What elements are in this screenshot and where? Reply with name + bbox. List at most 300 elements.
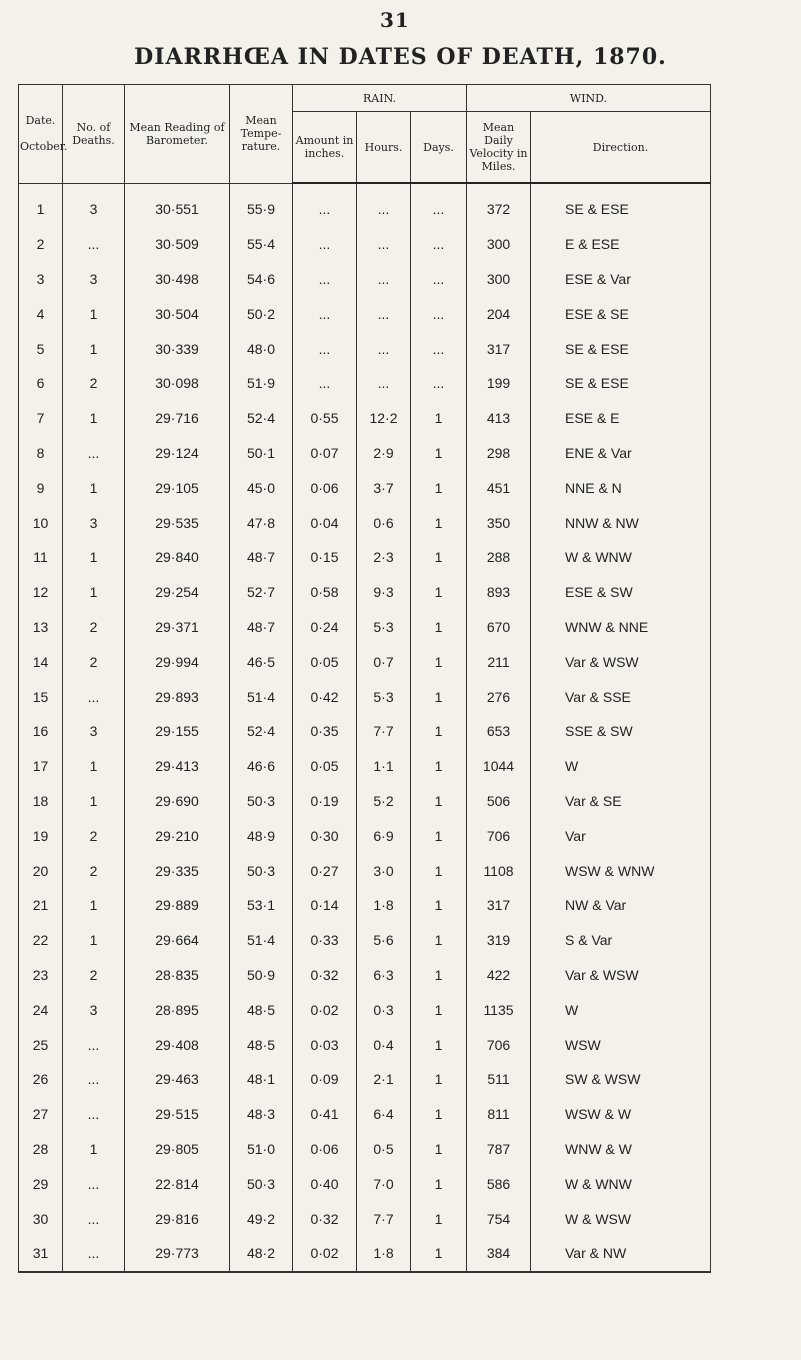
rain-days-cell: 1 — [411, 540, 467, 575]
barometer-cell: 29·210 — [125, 818, 230, 853]
rain-amount-cell: 0·27 — [293, 853, 357, 888]
deaths-cell: 1 — [63, 784, 125, 819]
rain-days-cell: 1 — [411, 679, 467, 714]
rain-amount-cell: ... — [293, 331, 357, 366]
barometer-cell: 29·690 — [125, 784, 230, 819]
barometer-cell: 29·805 — [125, 1132, 230, 1167]
deaths-cell: 2 — [63, 958, 125, 993]
wind-velocity-cell: 706 — [467, 1027, 531, 1062]
deaths-cell: 1 — [63, 1132, 125, 1167]
barometer-cell: 30·098 — [125, 366, 230, 401]
date-cell: 19 — [19, 818, 63, 853]
rain-days-cell: ... — [411, 366, 467, 401]
deaths-cell: 1 — [63, 401, 125, 436]
deaths-cell: ... — [63, 679, 125, 714]
wind-direction-cell: W & WNW — [531, 540, 711, 575]
wind-velocity-cell: 787 — [467, 1132, 531, 1167]
rain-amount-cell: 0·04 — [293, 505, 357, 540]
wind-direction-cell: Var & WSW — [531, 958, 711, 993]
wind-direction-cell: WSW & WNW — [531, 853, 711, 888]
rain-hours-cell: 0·7 — [357, 644, 411, 679]
temperature-cell: 46·5 — [230, 644, 293, 679]
rain-days-cell: ... — [411, 183, 467, 227]
rain-days-cell: 1 — [411, 1062, 467, 1097]
rain-hours-cell: 12·2 — [357, 401, 411, 436]
rain-days-cell: 1 — [411, 1236, 467, 1272]
rain-hours-cell: 1·8 — [357, 888, 411, 923]
deaths-cell: ... — [63, 227, 125, 262]
rain-hours-cell: 7·0 — [357, 1166, 411, 1201]
deaths-cell: 2 — [63, 644, 125, 679]
wind-velocity-cell: 653 — [467, 714, 531, 749]
date-header-label: Date. — [25, 114, 56, 128]
rain-hours-cell: 5·2 — [357, 784, 411, 819]
wind-direction-cell: NW & Var — [531, 888, 711, 923]
rain-days-cell: 1 — [411, 470, 467, 505]
page-title: DIARRHŒA IN DATES OF DEATH, 1870. — [134, 44, 667, 70]
wind-direction-cell: E & ESE — [531, 227, 711, 262]
temperature-cell: 48·2 — [230, 1236, 293, 1272]
rain-amount-cell: 0·02 — [293, 992, 357, 1027]
table-row — [19, 1132, 711, 1167]
rain-days-cell: 1 — [411, 505, 467, 540]
wind-direction-cell: SSE & SW — [531, 714, 711, 749]
temperature-cell: 54·6 — [230, 262, 293, 297]
wind-velocity-cell: 288 — [467, 540, 531, 575]
barometer-cell: 29·994 — [125, 644, 230, 679]
wind-velocity-cell: 1108 — [467, 853, 531, 888]
wind-direction-cell: W — [531, 749, 711, 784]
barometer-cell: 29·371 — [125, 610, 230, 645]
table-row — [19, 401, 711, 436]
barometer-cell: 29·254 — [125, 575, 230, 610]
wind-direction-cell: SE & ESE — [531, 366, 711, 401]
temperature-cell: 46·6 — [230, 749, 293, 784]
date-cell: 18 — [19, 784, 63, 819]
rain-amount-cell: ... — [293, 296, 357, 331]
date-cell: 28 — [19, 1132, 63, 1167]
date-cell: 9 — [19, 470, 63, 505]
rain-amount-cell: ... — [293, 366, 357, 401]
barometer-cell: 30·551 — [125, 183, 230, 227]
rain-hours-cell: 0·5 — [357, 1132, 411, 1167]
temperature-cell: 55·4 — [230, 227, 293, 262]
rain-days-cell: ... — [411, 296, 467, 331]
deaths-cell: ... — [63, 1062, 125, 1097]
rain-amount-cell: 0·07 — [293, 436, 357, 471]
table-row — [19, 470, 711, 505]
date-cell: 22 — [19, 923, 63, 958]
deaths-cell: ... — [63, 1236, 125, 1272]
wind-velocity-cell: 199 — [467, 366, 531, 401]
deaths-cell: 3 — [63, 505, 125, 540]
table-row — [19, 262, 711, 297]
date-cell: 2 — [19, 227, 63, 262]
barometer-cell: 29·816 — [125, 1201, 230, 1236]
rain-amount-cell: 0·32 — [293, 1201, 357, 1236]
barometer-cell: 30·504 — [125, 296, 230, 331]
barometer-cell: 29·408 — [125, 1027, 230, 1062]
temperature-cell: 45·0 — [230, 470, 293, 505]
table-row — [19, 331, 711, 366]
wind-velocity-cell: 811 — [467, 1097, 531, 1132]
deaths-cell: ... — [63, 1166, 125, 1201]
wind-direction-cell: WNW & NNE — [531, 610, 711, 645]
rain-days-cell: 1 — [411, 714, 467, 749]
temperature-cell: 48·5 — [230, 992, 293, 1027]
deaths-cell: 3 — [63, 992, 125, 1027]
wind-direction-cell: W & WNW — [531, 1166, 711, 1201]
rain-days-cell: 1 — [411, 992, 467, 1027]
temperature-cell: 55·9 — [230, 183, 293, 227]
barometer-cell: 30·498 — [125, 262, 230, 297]
temperature-header: Mean Tempe-rature. — [230, 85, 293, 184]
rain-hours-cell: 5·3 — [357, 679, 411, 714]
wind-direction-cell: W & WSW — [531, 1201, 711, 1236]
temperature-cell: 48·0 — [230, 331, 293, 366]
rain-amount-cell: ... — [293, 262, 357, 297]
date-cell: 25 — [19, 1027, 63, 1062]
deaths-cell: 1 — [63, 749, 125, 784]
temperature-cell: 50·3 — [230, 1166, 293, 1201]
rain-hours-cell: ... — [357, 262, 411, 297]
date-cell: 5 — [19, 331, 63, 366]
deaths-cell: 1 — [63, 296, 125, 331]
barometer-cell: 28·835 — [125, 958, 230, 993]
month-header-label: October. — [20, 140, 68, 154]
rain-amount-cell: 0·30 — [293, 818, 357, 853]
rain-hours-cell: 2·9 — [357, 436, 411, 471]
table-row — [19, 923, 711, 958]
table-row — [19, 679, 711, 714]
table-row — [19, 610, 711, 645]
wind-velocity-cell: 211 — [467, 644, 531, 679]
rain-days-header: Days. — [411, 112, 467, 184]
rain-days-cell: 1 — [411, 749, 467, 784]
rain-days-cell: 1 — [411, 1132, 467, 1167]
wind-velocity-cell: 670 — [467, 610, 531, 645]
temperature-cell: 53·1 — [230, 888, 293, 923]
temperature-cell: 47·8 — [230, 505, 293, 540]
temperature-cell: 51·4 — [230, 923, 293, 958]
rain-days-cell: 1 — [411, 888, 467, 923]
rain-hours-cell: 3·0 — [357, 853, 411, 888]
deaths-cell: 2 — [63, 366, 125, 401]
rain-hours-cell: 0·3 — [357, 992, 411, 1027]
deaths-cell: 3 — [63, 714, 125, 749]
table-row — [19, 1236, 711, 1272]
barometer-cell: 29·840 — [125, 540, 230, 575]
rain-header: RAIN. — [293, 85, 467, 112]
rain-amount-cell: 0·24 — [293, 610, 357, 645]
table-row — [19, 992, 711, 1027]
wind-velocity-header: Mean Daily Velocity in Miles. — [467, 112, 531, 184]
rain-hours-cell: 7·7 — [357, 1201, 411, 1236]
barometer-cell: 29·889 — [125, 888, 230, 923]
barometer-header: Mean Reading of Barometer. — [125, 85, 230, 184]
rain-amount-cell: 0·09 — [293, 1062, 357, 1097]
rain-days-cell: 1 — [411, 784, 467, 819]
weather-deaths-table — [18, 84, 711, 1273]
temperature-cell: 52·4 — [230, 401, 293, 436]
temperature-cell: 52·7 — [230, 575, 293, 610]
table-row — [19, 1027, 711, 1062]
rain-hours-cell: 3·7 — [357, 470, 411, 505]
rain-hours-cell: ... — [357, 227, 411, 262]
wind-direction-cell: S & Var — [531, 923, 711, 958]
deaths-cell: ... — [63, 1027, 125, 1062]
temperature-cell: 49·2 — [230, 1201, 293, 1236]
temperature-cell: 48·7 — [230, 610, 293, 645]
wind-direction-cell: WSW & W — [531, 1097, 711, 1132]
deaths-cell: 2 — [63, 818, 125, 853]
date-cell: 20 — [19, 853, 63, 888]
rain-hours-cell: 6·9 — [357, 818, 411, 853]
table-row — [19, 1201, 711, 1236]
wind-velocity-cell: 586 — [467, 1166, 531, 1201]
page-number: 31 — [380, 8, 410, 32]
deaths-cell: 1 — [63, 923, 125, 958]
date-cell: 29 — [19, 1166, 63, 1201]
deaths-cell: 2 — [63, 610, 125, 645]
date-cell: 10 — [19, 505, 63, 540]
rain-hours-cell: 1·8 — [357, 1236, 411, 1272]
date-cell: 15 — [19, 679, 63, 714]
wind-direction-cell: ESE & Var — [531, 262, 711, 297]
wind-direction-cell: NNE & N — [531, 470, 711, 505]
wind-direction-cell: SE & ESE — [531, 183, 711, 227]
temperature-cell: 50·1 — [230, 436, 293, 471]
date-cell: 27 — [19, 1097, 63, 1132]
wind-direction-cell: SE & ESE — [531, 331, 711, 366]
temperature-cell: 48·9 — [230, 818, 293, 853]
rain-amount-cell: 0·42 — [293, 679, 357, 714]
temperature-cell: 48·5 — [230, 1027, 293, 1062]
rain-days-cell: ... — [411, 331, 467, 366]
wind-velocity-cell: 413 — [467, 401, 531, 436]
table-row — [19, 1062, 711, 1097]
rain-hours-cell: 6·4 — [357, 1097, 411, 1132]
rain-amount-cell: 0·15 — [293, 540, 357, 575]
wind-direction-cell: Var & NW — [531, 1236, 711, 1272]
date-cell: 7 — [19, 401, 63, 436]
table-row — [19, 784, 711, 819]
temperature-cell: 51·4 — [230, 679, 293, 714]
table-row — [19, 888, 711, 923]
deaths-cell: ... — [63, 436, 125, 471]
temperature-cell: 50·3 — [230, 784, 293, 819]
rain-amount-cell: 0·06 — [293, 1132, 357, 1167]
rain-hours-cell: 7·7 — [357, 714, 411, 749]
wind-direction-header: Direction. — [531, 112, 711, 184]
rain-hours-cell: 5·3 — [357, 610, 411, 645]
rain-amount-cell: ... — [293, 227, 357, 262]
table-row — [19, 436, 711, 471]
barometer-cell: 29·664 — [125, 923, 230, 958]
date-cell: 26 — [19, 1062, 63, 1097]
date-cell: 3 — [19, 262, 63, 297]
wind-velocity-cell: 384 — [467, 1236, 531, 1272]
date-cell: 16 — [19, 714, 63, 749]
temperature-cell: 50·2 — [230, 296, 293, 331]
rain-hours-cell: 6·3 — [357, 958, 411, 993]
rain-days-cell: 1 — [411, 401, 467, 436]
rain-hours-cell: 5·6 — [357, 923, 411, 958]
wind-velocity-cell: 298 — [467, 436, 531, 471]
rain-hours-cell: 2·1 — [357, 1062, 411, 1097]
barometer-cell: 29·124 — [125, 436, 230, 471]
rain-amount-cell: 0·35 — [293, 714, 357, 749]
rain-days-cell: 1 — [411, 610, 467, 645]
barometer-cell: 29·413 — [125, 749, 230, 784]
wind-velocity-cell: 506 — [467, 784, 531, 819]
deaths-cell: 3 — [63, 183, 125, 227]
rain-days-cell: 1 — [411, 853, 467, 888]
date-cell: 17 — [19, 749, 63, 784]
wind-direction-cell: Var — [531, 818, 711, 853]
wind-direction-cell: SW & WSW — [531, 1062, 711, 1097]
barometer-cell: 29·515 — [125, 1097, 230, 1132]
wind-direction-cell: ESE & SW — [531, 575, 711, 610]
deaths-cell: ... — [63, 1097, 125, 1132]
deaths-cell: 1 — [63, 575, 125, 610]
date-cell: 31 — [19, 1236, 63, 1272]
rain-hours-cell: 2·3 — [357, 540, 411, 575]
temperature-cell: 50·9 — [230, 958, 293, 993]
rain-amount-cell: 0·14 — [293, 888, 357, 923]
wind-direction-cell: Var & WSW — [531, 644, 711, 679]
date-cell: 8 — [19, 436, 63, 471]
wind-direction-cell: ESE & SE — [531, 296, 711, 331]
table-row — [19, 818, 711, 853]
date-cell: 21 — [19, 888, 63, 923]
rain-hours-cell: 0·4 — [357, 1027, 411, 1062]
date-cell: 14 — [19, 644, 63, 679]
wind-velocity-cell: 451 — [467, 470, 531, 505]
deaths-cell: 3 — [63, 262, 125, 297]
table-body — [19, 183, 711, 1272]
wind-direction-cell: WSW — [531, 1027, 711, 1062]
barometer-cell: 29·335 — [125, 853, 230, 888]
wind-velocity-cell: 317 — [467, 331, 531, 366]
deaths-cell: 1 — [63, 540, 125, 575]
rain-hours-cell: 9·3 — [357, 575, 411, 610]
wind-velocity-cell: 1135 — [467, 992, 531, 1027]
rain-amount-cell: 0·05 — [293, 749, 357, 784]
date-cell: 13 — [19, 610, 63, 645]
wind-velocity-cell: 422 — [467, 958, 531, 993]
rain-amount-header: Amount in inches. — [293, 112, 357, 184]
temperature-cell: 51·0 — [230, 1132, 293, 1167]
rain-days-cell: 1 — [411, 1097, 467, 1132]
rain-amount-cell: ... — [293, 183, 357, 227]
table-row — [19, 540, 711, 575]
table-row — [19, 958, 711, 993]
barometer-cell: 30·509 — [125, 227, 230, 262]
date-cell: 12 — [19, 575, 63, 610]
table-row — [19, 853, 711, 888]
date-cell: 24 — [19, 992, 63, 1027]
rain-days-cell: 1 — [411, 436, 467, 471]
deaths-cell: 2 — [63, 853, 125, 888]
rain-amount-cell: 0·03 — [293, 1027, 357, 1062]
rain-amount-cell: 0·19 — [293, 784, 357, 819]
rain-amount-cell: 0·41 — [293, 1097, 357, 1132]
deaths-cell: 1 — [63, 470, 125, 505]
wind-velocity-cell: 893 — [467, 575, 531, 610]
rain-days-cell: 1 — [411, 644, 467, 679]
temperature-cell: 48·3 — [230, 1097, 293, 1132]
rain-amount-cell: 0·05 — [293, 644, 357, 679]
rain-amount-cell: 0·55 — [293, 401, 357, 436]
wind-direction-cell: WNW & W — [531, 1132, 711, 1167]
table-row — [19, 183, 711, 227]
date-header — [19, 85, 68, 184]
wind-velocity-cell: 276 — [467, 679, 531, 714]
rain-days-cell: 1 — [411, 1166, 467, 1201]
table-row — [19, 505, 711, 540]
wind-direction-cell: Var & SSE — [531, 679, 711, 714]
date-cell: 1 — [19, 183, 63, 227]
rain-days-cell: 1 — [411, 923, 467, 958]
table-row — [19, 227, 711, 262]
rain-hours-cell: ... — [357, 296, 411, 331]
rain-days-cell: ... — [411, 262, 467, 297]
wind-velocity-cell: 317 — [467, 888, 531, 923]
rain-amount-cell: 0·40 — [293, 1166, 357, 1201]
wind-velocity-cell: 300 — [467, 262, 531, 297]
rain-hours-cell: ... — [357, 331, 411, 366]
wind-velocity-cell: 350 — [467, 505, 531, 540]
barometer-cell: 29·716 — [125, 401, 230, 436]
rain-amount-cell: 0·33 — [293, 923, 357, 958]
wind-velocity-cell: 511 — [467, 1062, 531, 1097]
wind-velocity-cell: 204 — [467, 296, 531, 331]
temperature-cell: 48·1 — [230, 1062, 293, 1097]
table-row — [19, 749, 711, 784]
table-row — [19, 1166, 711, 1201]
wind-velocity-cell: 754 — [467, 1201, 531, 1236]
temperature-cell: 52·4 — [230, 714, 293, 749]
wind-velocity-cell: 706 — [467, 818, 531, 853]
date-cell: 30 — [19, 1201, 63, 1236]
barometer-cell: 29·105 — [125, 470, 230, 505]
wind-direction-cell: ESE & E — [531, 401, 711, 436]
wind-velocity-cell: 300 — [467, 227, 531, 262]
barometer-cell: 30·339 — [125, 331, 230, 366]
wind-velocity-cell: 1044 — [467, 749, 531, 784]
date-cell: 23 — [19, 958, 63, 993]
table-row — [19, 575, 711, 610]
deaths-cell: ... — [63, 1201, 125, 1236]
temperature-cell: 51·9 — [230, 366, 293, 401]
wind-direction-cell: ENE & Var — [531, 436, 711, 471]
table-row — [19, 366, 711, 401]
deaths-header: No. of Deaths. — [63, 85, 125, 184]
barometer-cell: 29·773 — [125, 1236, 230, 1272]
wind-header: WIND. — [467, 85, 711, 112]
barometer-cell: 29·535 — [125, 505, 230, 540]
rain-days-cell: 1 — [411, 958, 467, 993]
deaths-cell: 1 — [63, 888, 125, 923]
rain-days-cell: 1 — [411, 575, 467, 610]
table-row — [19, 714, 711, 749]
table-row — [19, 296, 711, 331]
rain-amount-cell: 0·06 — [293, 470, 357, 505]
rain-amount-cell: 0·02 — [293, 1236, 357, 1272]
rain-days-cell: 1 — [411, 818, 467, 853]
temperature-cell: 50·3 — [230, 853, 293, 888]
